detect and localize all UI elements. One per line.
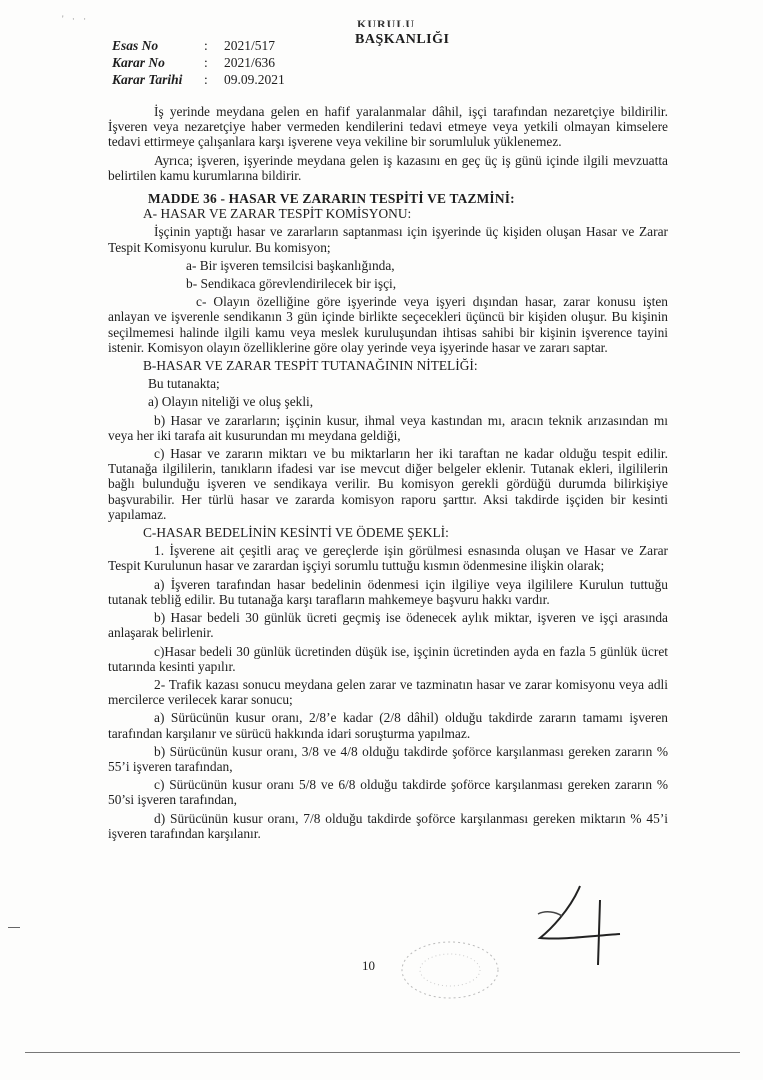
list-item: a) İşveren tarafından hasar bedelinin ödenmesi için ilgiliye veya ilgililere Kurulun tuttuğu tutanak tebliğ edilir. Bu tutanağa karşı tarafların mahkemeye başvuru hakkı vardır.	[108, 576, 668, 607]
list-item: c) Sürücünün kusur oranı 5/8 ve 6/8 olduğu takdirde şoförce karşılanması gereken zararın % 50’si işveren tarafından,	[108, 777, 668, 808]
meta-sep: :	[204, 55, 208, 70]
header-cut-line: KURULU	[357, 18, 416, 27]
meta-sep: :	[204, 72, 208, 87]
handwritten-initial-icon	[520, 880, 640, 970]
meta-label: Karar No	[112, 55, 165, 70]
section-heading: A- HASAR VE ZARAR TESPİT KOMİSYONU:	[143, 206, 412, 222]
article-title: MADDE 36 - HASAR VE ZARARIN TESPİTİ VE TAZMİNİ:	[148, 191, 515, 207]
meta-row-tarih	[112, 71, 285, 88]
list-item: a) Olayın niteliği ve oluş şekli,	[148, 394, 314, 410]
meta-value: 2021/636	[224, 55, 276, 70]
list-item: c)Hasar bedeli 30 günlük ücretinden düşük ise, işçinin ücretinden ayda en fazla 5 günlük ücret tutarında kesinti yapılır.	[108, 643, 668, 674]
margin-mark	[8, 927, 20, 928]
list-item: b) Sürücünün kusur oranı, 3/8 ve 4/8 olduğu takdirde şoförce karşılanması gereken zararın % 55’i işveren tarafından,	[108, 743, 668, 774]
scan-artifact: ' · ·	[62, 14, 90, 24]
case-meta	[112, 37, 285, 88]
list-item: a- Bir işveren temsilcisi başkanlığında,	[186, 257, 395, 273]
list-item: c- Olayın özelliğine göre işyerinde veya işyeri dışından hasar, zarar konusu işten anlayan ve işverenle sendikanın 3 gün içinde birlikte seçecekleri üçüncü bir kişiden oluşur. Bu kişinin seçilmemesi halinde ilgili kamu veya meslek kuruluşundan ihtisas sahibi bir kişinin işverence tayini istenir. Komisyon olayın özelliklerine göre olay yerinde veya işyerinde hasar ve zararı saptar.	[108, 294, 668, 355]
paragraph: Ayrıca; işveren, işyerinde meydana gelen iş kazasını en geç üç iş günü içinde ilgili mevzuatta belirtilen kamu kurumlarına bildirir.	[108, 152, 668, 183]
list-item: c) Hasar ve zararın miktarı ve bu miktarların her iki taraftan ne kadar olduğu tespit edilir. Tutanağa ilgililerin, tanıkların ifadesi var ise mevcut diğer belgeler eklenir. Tutanak ekleri, ilgililerin bağlı bulunduğu işveren ve sendikaya verilir. Bu komisyon gerekli gördüğü durumda bilirkişiye başvurabilir. Her türlü hasar ve zararda komisyon raporu şarttır. Aksi takdirde işçiden bir kesinti yapılamaz.	[108, 446, 668, 522]
meta-sep: :	[204, 38, 208, 53]
meta-row-karar	[112, 54, 285, 71]
meta-value: 09.09.2021	[224, 72, 285, 87]
section-heading: B-HASAR VE ZARAR TESPİT TUTANAĞININ NİTELİĞİ:	[143, 358, 478, 374]
meta-value: 2021/517	[224, 38, 276, 53]
section-heading: C-HASAR BEDELİNİN KESİNTİ VE ÖDEME ŞEKLİ:	[143, 525, 449, 541]
list-item: d) Sürücünün kusur oranı, 7/8 olduğu takdirde şoförce karşılanması gereken miktarın % 45’i işveren tarafından karşılanır.	[108, 810, 668, 841]
paragraph: 2- Trafik kazası sonucu meydana gelen zarar ve tazminatın hasar ve zarar komisyonu veya adli mercilerce verilecek karar sonucu;	[108, 676, 668, 708]
list-item: a) Sürücünün kusur oranı, 2/8’e kadar (2/8 dâhil) olduğu takdirde zararın tamamı işveren tarafından karşılanır ve sürücü hakkında idari soruşturma yapılmaz.	[108, 710, 668, 741]
paragraph: İş yerinde meydana gelen en hafif yaralanmalar dâhil, işçi tarafından nezaretçiye bildirilir. İşveren veya nezaretçiye haber vermeden kendilerini tedavi etmeye veya yetkili olmayan kimselere tedavi ettirmeye çalışanlara karşı işverene veya vekiline bir sorumluluk yüklenemez.	[108, 104, 668, 150]
stamp-mark-icon	[395, 935, 505, 1005]
paragraph: İşçinin yaptığı hasar ve zararların saptanması için işyerinde üç kişiden oluşan Hasar ve Zarar Tespit Komisyonu kurulur. Bu komisyon;	[108, 224, 668, 255]
list-item: b) Hasar bedeli 30 günlük ücreti geçmiş ise ödenecek aylık miktar, işveren ve işçi arasında anlaşarak belirlenir.	[108, 610, 668, 641]
document-body	[108, 104, 668, 844]
paragraph: 1. İşverene ait çeşitli araç ve gereçlerde işin görülmesi esnasında oluşan ve Hasar ve Zarar Tespit Kurulunun hasar ve zarardan işçiyi sorumlu tuttuğu kısmın ödenmesine ilişkin olarak;	[108, 543, 668, 574]
meta-row-esas	[112, 37, 285, 54]
meta-label: Esas No	[112, 38, 159, 53]
list-item: b) Hasar ve zararların; işçinin kusur, ihmal veya kastından mı, aracın teknik arızasından mı veya her iki tarafa ait kusurundan mı meydana geldiği,	[108, 412, 668, 443]
header-org: BAŞKANLIĞI	[355, 32, 450, 47]
page-number: 10	[362, 958, 375, 973]
meta-label: Karar Tarihi	[112, 72, 183, 87]
paragraph: Bu tutanakta;	[148, 376, 220, 392]
bottom-rule	[25, 1052, 740, 1053]
list-item: b- Sendikaca görevlendirilecek bir işçi,	[186, 276, 397, 292]
